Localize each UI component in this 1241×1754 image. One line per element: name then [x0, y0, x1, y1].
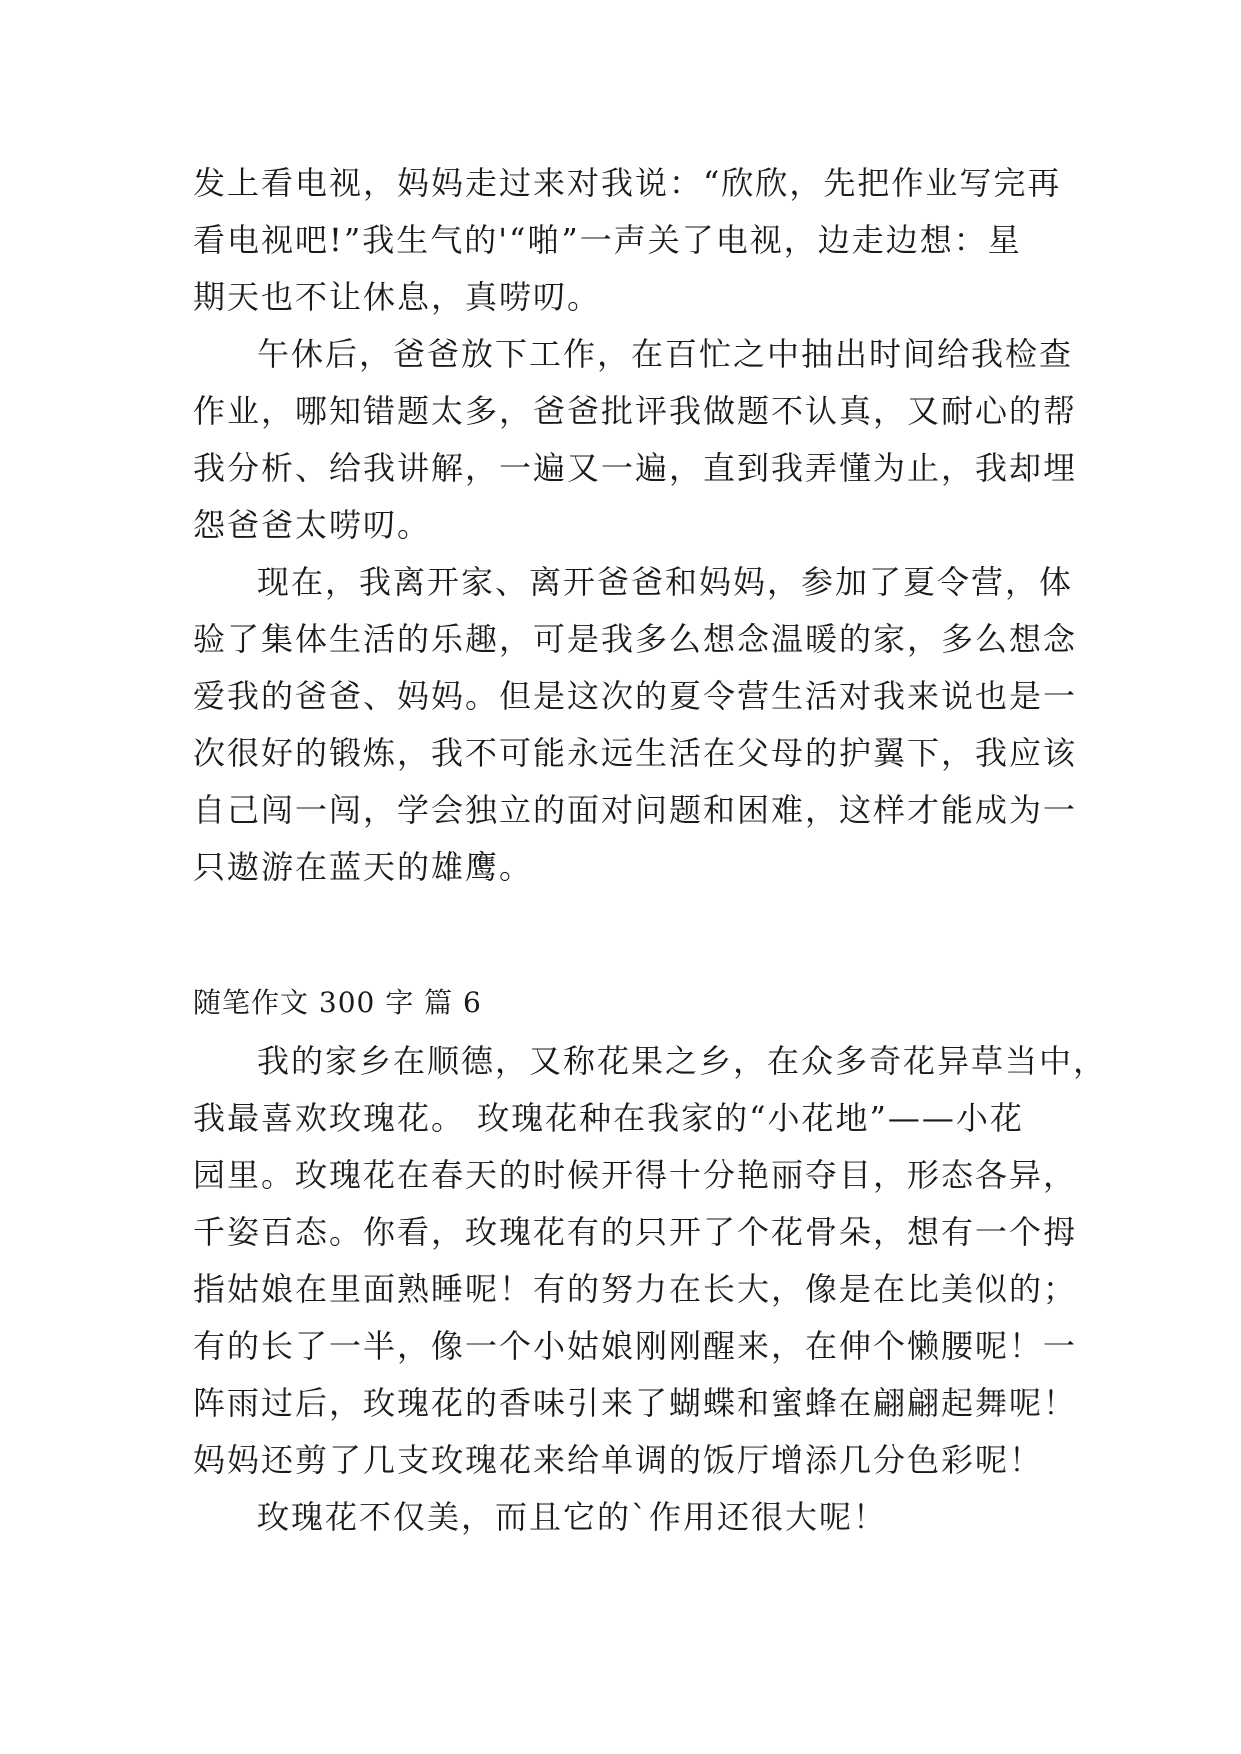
- essay-continuation: [193, 155, 1078, 896]
- text-line: 妈妈还剪了几支玫瑰花来给单调的饭厅增添几分色彩呢！: [193, 1441, 1044, 1479]
- text-line: 千姿百态。你看，玫瑰花有的只开了个花骨朵，想有一个拇: [193, 1213, 1078, 1251]
- text-line: 只遨游在蓝天的雄鹰。: [193, 848, 534, 886]
- text-line: 发上看电视，妈妈走过来对我说：“欣欣，先把作业写完再: [193, 164, 1062, 202]
- text-line: 作业，哪知错题太多，爸爸批评我做题不认真，又耐心的帮: [193, 392, 1078, 430]
- text-line: 玫瑰花不仅美，而且它的`作用还很大呢！: [257, 1498, 888, 1536]
- text-line: 次很好的锻炼，我不可能永远生活在父母的护翼下，我应该: [193, 734, 1078, 772]
- text-line: 爱我的爸爸、妈妈。但是这次的夏令营生活对我来说也是一: [193, 677, 1078, 715]
- text-line: 怨爸爸太唠叨。: [193, 506, 432, 544]
- text-line: 有的长了一半，像一个小姑娘刚刚醒来，在伸个懒腰呢！一: [193, 1327, 1078, 1365]
- text-line: 验了集体生活的乐趣，可是我多么想念温暖的家，多么想念: [193, 620, 1078, 658]
- text-line: 阵雨过后，玫瑰花的香味引来了蝴蝶和蜜蜂在翩翩起舞呢！: [193, 1384, 1078, 1422]
- text-line: 看电视吧!”我生气的'“啪”一声关了电视，边走边想：星: [193, 221, 1022, 259]
- text-line: 午休后，爸爸放下工作，在百忙之中抽出时间给我检查: [257, 335, 1074, 373]
- essay-section-6: [193, 1033, 1108, 1546]
- text-line: 指姑娘在里面熟睡呢！有的努力在长大，像是在比美似的；: [193, 1270, 1078, 1308]
- text-line: 我最喜欢玫瑰花。 玫瑰花种在我家的“小花地”——小花: [193, 1099, 1024, 1137]
- text-line: 自己闯一闯，学会独立的面对问题和困难，这样才能成为一: [193, 791, 1078, 829]
- text-line: 我的家乡在顺德，又称花果之乡，在众多奇花异草当中，: [257, 1042, 1108, 1080]
- text-line: 我分析、给我讲解，一遍又一遍，直到我弄懂为止，我却埋: [193, 449, 1078, 487]
- text-line: 园里。玫瑰花在春天的时候开得十分艳丽夺目，形态各异，: [193, 1156, 1078, 1194]
- text-line: 期天也不让休息，真唠叨。: [193, 278, 602, 316]
- section-heading: 随笔作文 300 字 篇 6: [193, 986, 482, 1019]
- text-line: 现在，我离开家、离开爸爸和妈妈，参加了夏令营，体: [257, 563, 1074, 601]
